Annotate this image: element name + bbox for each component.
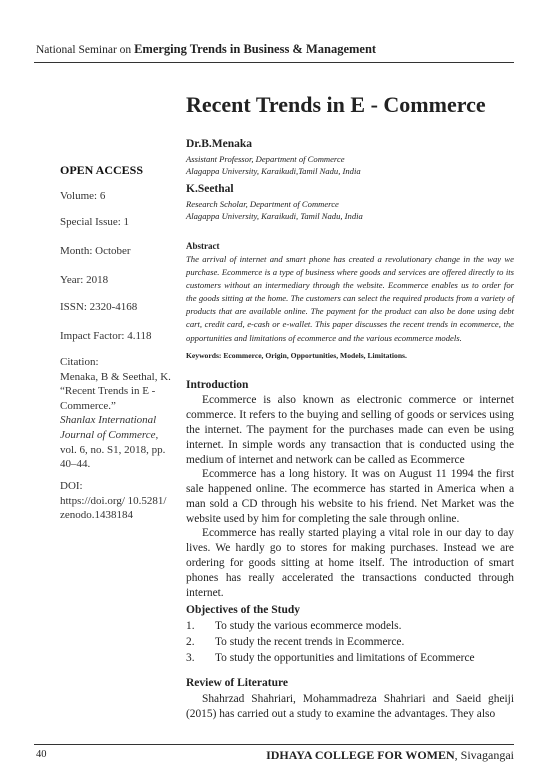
keywords: Keywords: Ecommerce, Origin, Opportunities, Models, Limitations. — [186, 351, 407, 360]
doi-link[interactable]: https://doi.org/ 10.5281/ zenodo.1438184 — [60, 494, 167, 522]
intro-paragraph-2: Ecommerce has a long history. It was on August 11 1994 the first sale happened online. The ecommerce has started in America when a man sold a CD through his website to his friend. Net Market was the website used by him for completing the sale through online. — [186, 468, 514, 525]
list-text: To study the various ecommerce models. — [215, 620, 402, 632]
list-number: 3. — [186, 652, 195, 664]
affiliation-line: Research Scholar, Department of Commerce — [186, 199, 339, 209]
special-issue: Special Issue: 1 — [60, 216, 130, 228]
author-affiliation-1 — [186, 153, 361, 178]
citation-text: Menaka, B & Seethal, K. “Recent Trends in E - Commerce.” — [60, 370, 171, 412]
volume: Volume: 6 — [60, 190, 106, 202]
citation-block — [60, 355, 178, 472]
month: Month: October — [60, 245, 131, 257]
header-prefix: National Seminar on — [36, 44, 132, 56]
running-header — [36, 42, 376, 57]
affiliation-line: Alagappa University, Karaikudi, Tamil Nadu, India — [186, 211, 363, 222]
introduction-heading: Introduction — [186, 379, 249, 391]
list-item — [186, 635, 514, 651]
list-text: To study the opportunities and limitations of Ecommerce — [215, 652, 475, 664]
author-name-2: K.Seethal — [186, 183, 234, 195]
doi-label: DOI: — [60, 480, 83, 492]
issn: ISSN: 2320-4168 — [60, 301, 138, 313]
college-name: IDHAYA COLLEGE FOR WOMEN — [266, 748, 455, 762]
open-access-label: OPEN ACCESS — [60, 163, 144, 177]
year: Year: 2018 — [60, 274, 109, 286]
abstract-heading: Abstract — [186, 241, 220, 251]
footer-rule — [34, 744, 514, 745]
citation-label: Citation: — [60, 356, 99, 368]
affiliation-line: Alagappa University, Karaikudi,Tamil Nadu, India — [186, 166, 361, 177]
list-item — [186, 619, 514, 635]
intro-paragraph-1: Ecommerce is also known as electronic commerce or internet commerce. It refers to the buying and selling of goods or services using the internet. The payment for the purchases made can even be using internet. In simple words any transaction that is conducted using the medium of internet and network can be called as Ecommerce — [186, 394, 514, 466]
citation-details: vol. 6, no. S1, 2018, pp. 40–44. — [60, 443, 166, 471]
impact-factor: Impact Factor: 4.118 — [60, 330, 152, 342]
doi-block — [60, 479, 182, 523]
citation-journal: Shanlax International Journal of Commerce, — [60, 414, 159, 441]
list-text: To study the recent trends in Ecommerce. — [215, 636, 405, 648]
affiliation-line: Assistant Professor, Department of Commerce — [186, 154, 345, 164]
list-number: 1. — [186, 620, 195, 632]
page-number: 40 — [36, 749, 47, 760]
review-heading: Review of Literature — [186, 677, 288, 689]
header-seminar-title: Emerging Trends in Business & Management — [134, 42, 377, 56]
author-name-1: Dr.B.Menaka — [186, 138, 253, 150]
abstract-text: The arrival of internet and smart phone has created a revolutionary change in the way we purchase. Ecommerce is a type of business where goods and services are offered directly to its customers without an intermediary through the website. Ecommerce enables us to order for the goods sitting at the home. The customers can select the required products from a variety of products that are available online. The payment for the product can also be done using debt cart, credit card, e-cash or e-wallet. This paper discusses the recent trends in ecommerce, the opportunities and limitations of ecommerce and the various ecommerce models. — [186, 254, 514, 343]
list-item — [186, 651, 514, 667]
list-number: 2. — [186, 636, 195, 648]
article-title: Recent Trends in E - Commerce — [186, 92, 486, 117]
review-paragraph-1: Shahrzad Shahriari, Mohammadreza Shahriari and Saeid gheiji (2015) has carried out a study to examine the advantages. They also — [186, 693, 514, 720]
intro-paragraph-3: Ecommerce has really started playing a vital role in our day to day lives. We hardly go to stores for making purchases. Instead we are ordering for goods sitting at home itself. The introduction of smart phones has really accelerated the transactions conducted through internet. — [186, 527, 514, 599]
footer-college — [266, 748, 514, 763]
author-affiliation-2 — [186, 198, 363, 223]
header-rule — [34, 62, 514, 63]
objectives-heading: Objectives of the Study — [186, 604, 301, 616]
college-place: , Sivagangai — [454, 748, 514, 762]
